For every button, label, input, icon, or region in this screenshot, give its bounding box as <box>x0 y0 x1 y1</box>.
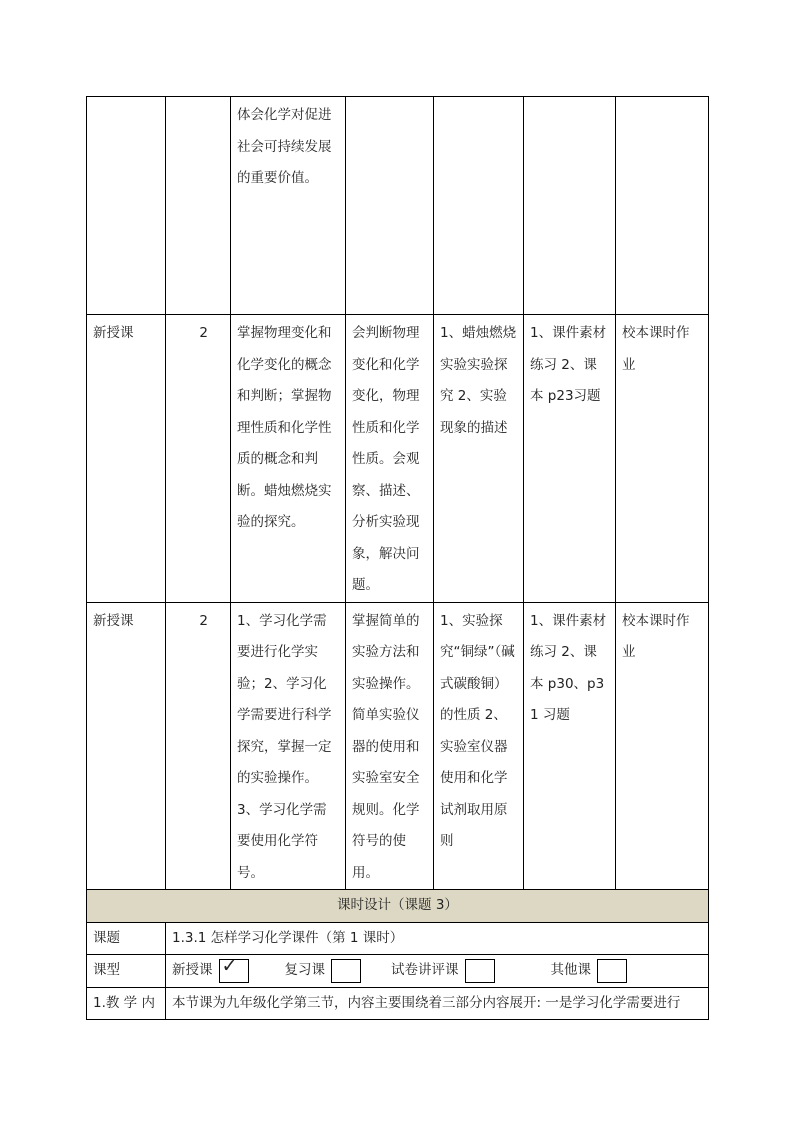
section-header-row <box>87 890 709 923</box>
type-cell: 新授课 <box>87 315 166 603</box>
skill-cell: 掌握简单的实验方法和实验操作。简单实验仪器的使用和实验室安全规则。化学符号的使用。 <box>346 602 434 890</box>
content-value: 本节课为九年级化学第三节，内容主要围绕着三部分内容展开: 一是学习化学需要进行 <box>166 987 709 1020</box>
activity-cell: 1、蜡烛燃烧实验实验探究 2、实验现象的描述 <box>434 315 524 603</box>
table-row <box>87 602 709 890</box>
resource-cell: 1、课件素材练习 2、课本 p23习题 <box>524 315 616 603</box>
skill-cell: 会判断物理变化和化学变化，物理性质和化学性质。会观察、描述、分析实验现象，解决问题。 <box>346 315 434 603</box>
lesson-plan-table <box>86 96 709 1020</box>
option-review-checkbox[interactable] <box>331 959 361 983</box>
option-exam-review-checkbox[interactable] <box>465 959 495 983</box>
hours-cell <box>166 97 231 315</box>
skill-cell <box>346 97 434 315</box>
option-new-lesson-label: 新授课 <box>172 962 213 978</box>
lesson-type-label: 课型 <box>87 955 166 988</box>
resource-cell: 1、课件素材练习 2、课本 p30、p31 习题 <box>524 602 616 890</box>
activity-cell <box>434 97 524 315</box>
topic-row <box>87 922 709 955</box>
topic-label: 课题 <box>87 922 166 955</box>
option-new-lesson-checkbox[interactable] <box>219 954 249 983</box>
goal-cell: 掌握物理变化和化学变化的概念和判断；掌握物理性质和化学性质的概念和判断。蜡烛燃烧实验的探究。 <box>231 315 346 603</box>
lesson-type-options <box>166 955 709 988</box>
content-row <box>87 987 709 1020</box>
hours-cell: 2 <box>166 602 231 890</box>
option-other-label: 其他课 <box>550 962 591 978</box>
option-other-checkbox[interactable] <box>597 959 627 983</box>
content-label: 1.教 学 内 <box>87 987 166 1020</box>
lesson-type-row <box>87 955 709 988</box>
check-mark-icon: ✓ <box>221 954 238 977</box>
type-cell: 新授课 <box>87 602 166 890</box>
homework-cell: 校本课时作业 <box>616 602 709 890</box>
hours-cell: 2 <box>166 315 231 603</box>
goal-cell: 体会化学对促进社会可持续发展的重要价值。 <box>231 97 346 315</box>
resource-cell <box>524 97 616 315</box>
homework-cell <box>616 97 709 315</box>
table-row <box>87 97 709 315</box>
type-cell <box>87 97 166 315</box>
goal-cell: 1、学习化学需要进行化学实验；2、学习化学需要进行科学探究，掌握一定的实验操作。3、学习化学需要使用化学符号。 <box>231 602 346 890</box>
activity-cell: 1、实验探究“铜绿”（碱式碳酸铜）的性质 2、实验室仪器使用和化学试剂取用原则 <box>434 602 524 890</box>
homework-cell: 校本课时作业 <box>616 315 709 603</box>
option-review-label: 复习课 <box>284 962 325 978</box>
table-row <box>87 315 709 603</box>
option-exam-review-label: 试卷讲评课 <box>391 962 459 978</box>
topic-value: 1.3.1 怎样学习化学课件（第 1 课时） <box>166 922 709 955</box>
section-title: 课时设计（课题 3） <box>87 890 709 923</box>
